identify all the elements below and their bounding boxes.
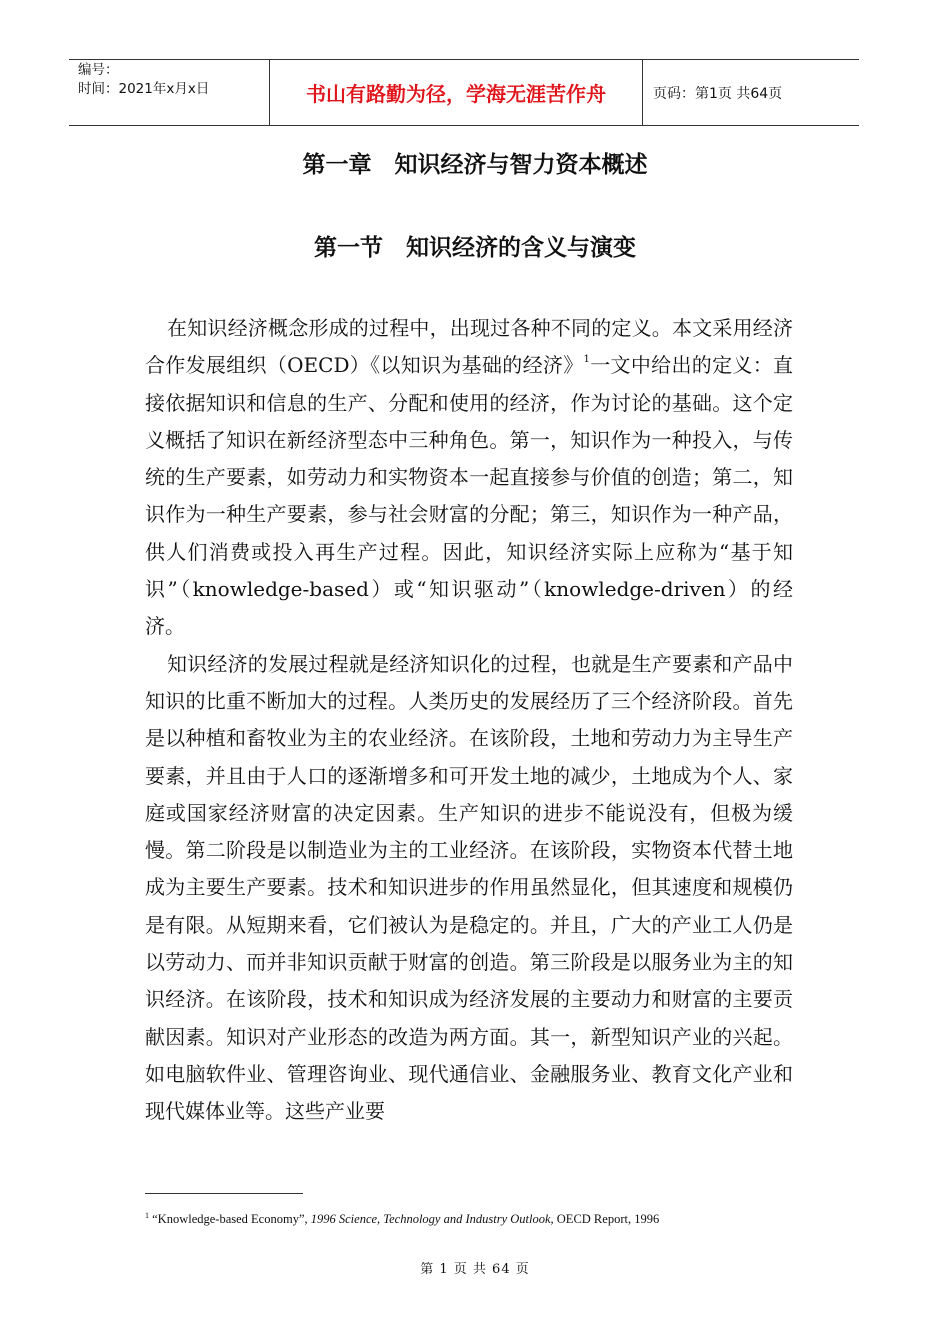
page-info-text: 页码：第1页 共64页 — [653, 85, 783, 102]
footnote-number: 1 — [145, 1211, 149, 1220]
section-title: 第一节 知识经济的含义与演变 — [314, 235, 636, 261]
footnote-separator — [145, 1193, 303, 1194]
paragraph-2: 知识经济的发展过程就是经济知识化的过程，也就是生产要素和产品中知识的比重不断加大的过程。人类历史的发展经历了三个经济阶段。首先是以种植和畜牧业为主的农业经济。在该阶段，土地和劳动力为主导生产要素，并且由于人口的逐渐增多和可开发土地的减少，土地成为个人、家庭或国家经济财富的决定因素。生产知识的进步不能说没有，但极为缓慢。第二阶段是以制造业为主的工业经济。在该阶段，实物资本代替土地成为主要生产要素。技术和知识进步的作用虽然显化，但其速度和规模仍是有限。从短期来看，它们被认为是稳定的。并且，广大的产业工人仍是以劳动力、而并非知识贡献于财富的创造。第三阶段是以服务业为主的知识经济。在该阶段，技术和知识成为经济发展的主要动力和财富的主要贡献因素。知识对产业形态的改造为两方面。其一，新型知识产业的兴起。如电脑软件业、管理咨询业、现代通信业、金融服务业、教育文化产业和现代媒体业等。这些产业要 — [145, 651, 793, 1124]
footnote-text-b: , OECD Report, 1996 — [550, 1212, 660, 1226]
header-page-cell — [643, 60, 859, 125]
paragraph-1-text-b: 一文中给出的定义：直接依据知识和信息的生产、分配和使用的经济，作为讨论的基础。这个定义概括了知识在新经济型态中三种角色。第一，知识作为一种投入，与传统的生产要素，如劳动力和实物资本一起直接参与价值的创造；第二，知识作为一种生产要素，参与社会财富的分配；第三，知识作为一种产品，供人们消费或投入再生产过程。因此，知识经济实际上应称为“基于知识”（knowledge-based）或“知识驱动”（knowledge-driven）的经济。 — [145, 353, 793, 639]
footnote-reference: 1 — [583, 354, 590, 366]
chapter-title: 第一章 知识经济与智力资本概述 — [302, 152, 648, 178]
footnote — [145, 1212, 845, 1227]
header-meta-cell — [69, 60, 270, 125]
body-text — [145, 310, 793, 1131]
paragraph-1 — [145, 310, 793, 646]
motto-text: 书山有路勤为径，学海无涯苦作舟 — [306, 82, 606, 106]
page-footer: 第 1 页 共 64 页 — [420, 1262, 530, 1277]
header-motto-cell — [270, 60, 643, 125]
date-label: 时间：2021年x月x日 — [78, 81, 210, 97]
footnote-text-italic: 1996 Science, Technology and Industry Outlook — [310, 1212, 551, 1226]
footnote-text-a: “Knowledge-based Economy”, — [149, 1212, 311, 1226]
paragraph-1-text-a: 在知识经济概念形成的过程中，出现过各种不同的定义。本文采用经济合作发展组织（OECD）《以知识为基础的经济》 — [145, 316, 793, 378]
serial-number-label: 编号： — [78, 62, 119, 78]
document-header-table — [69, 59, 859, 126]
